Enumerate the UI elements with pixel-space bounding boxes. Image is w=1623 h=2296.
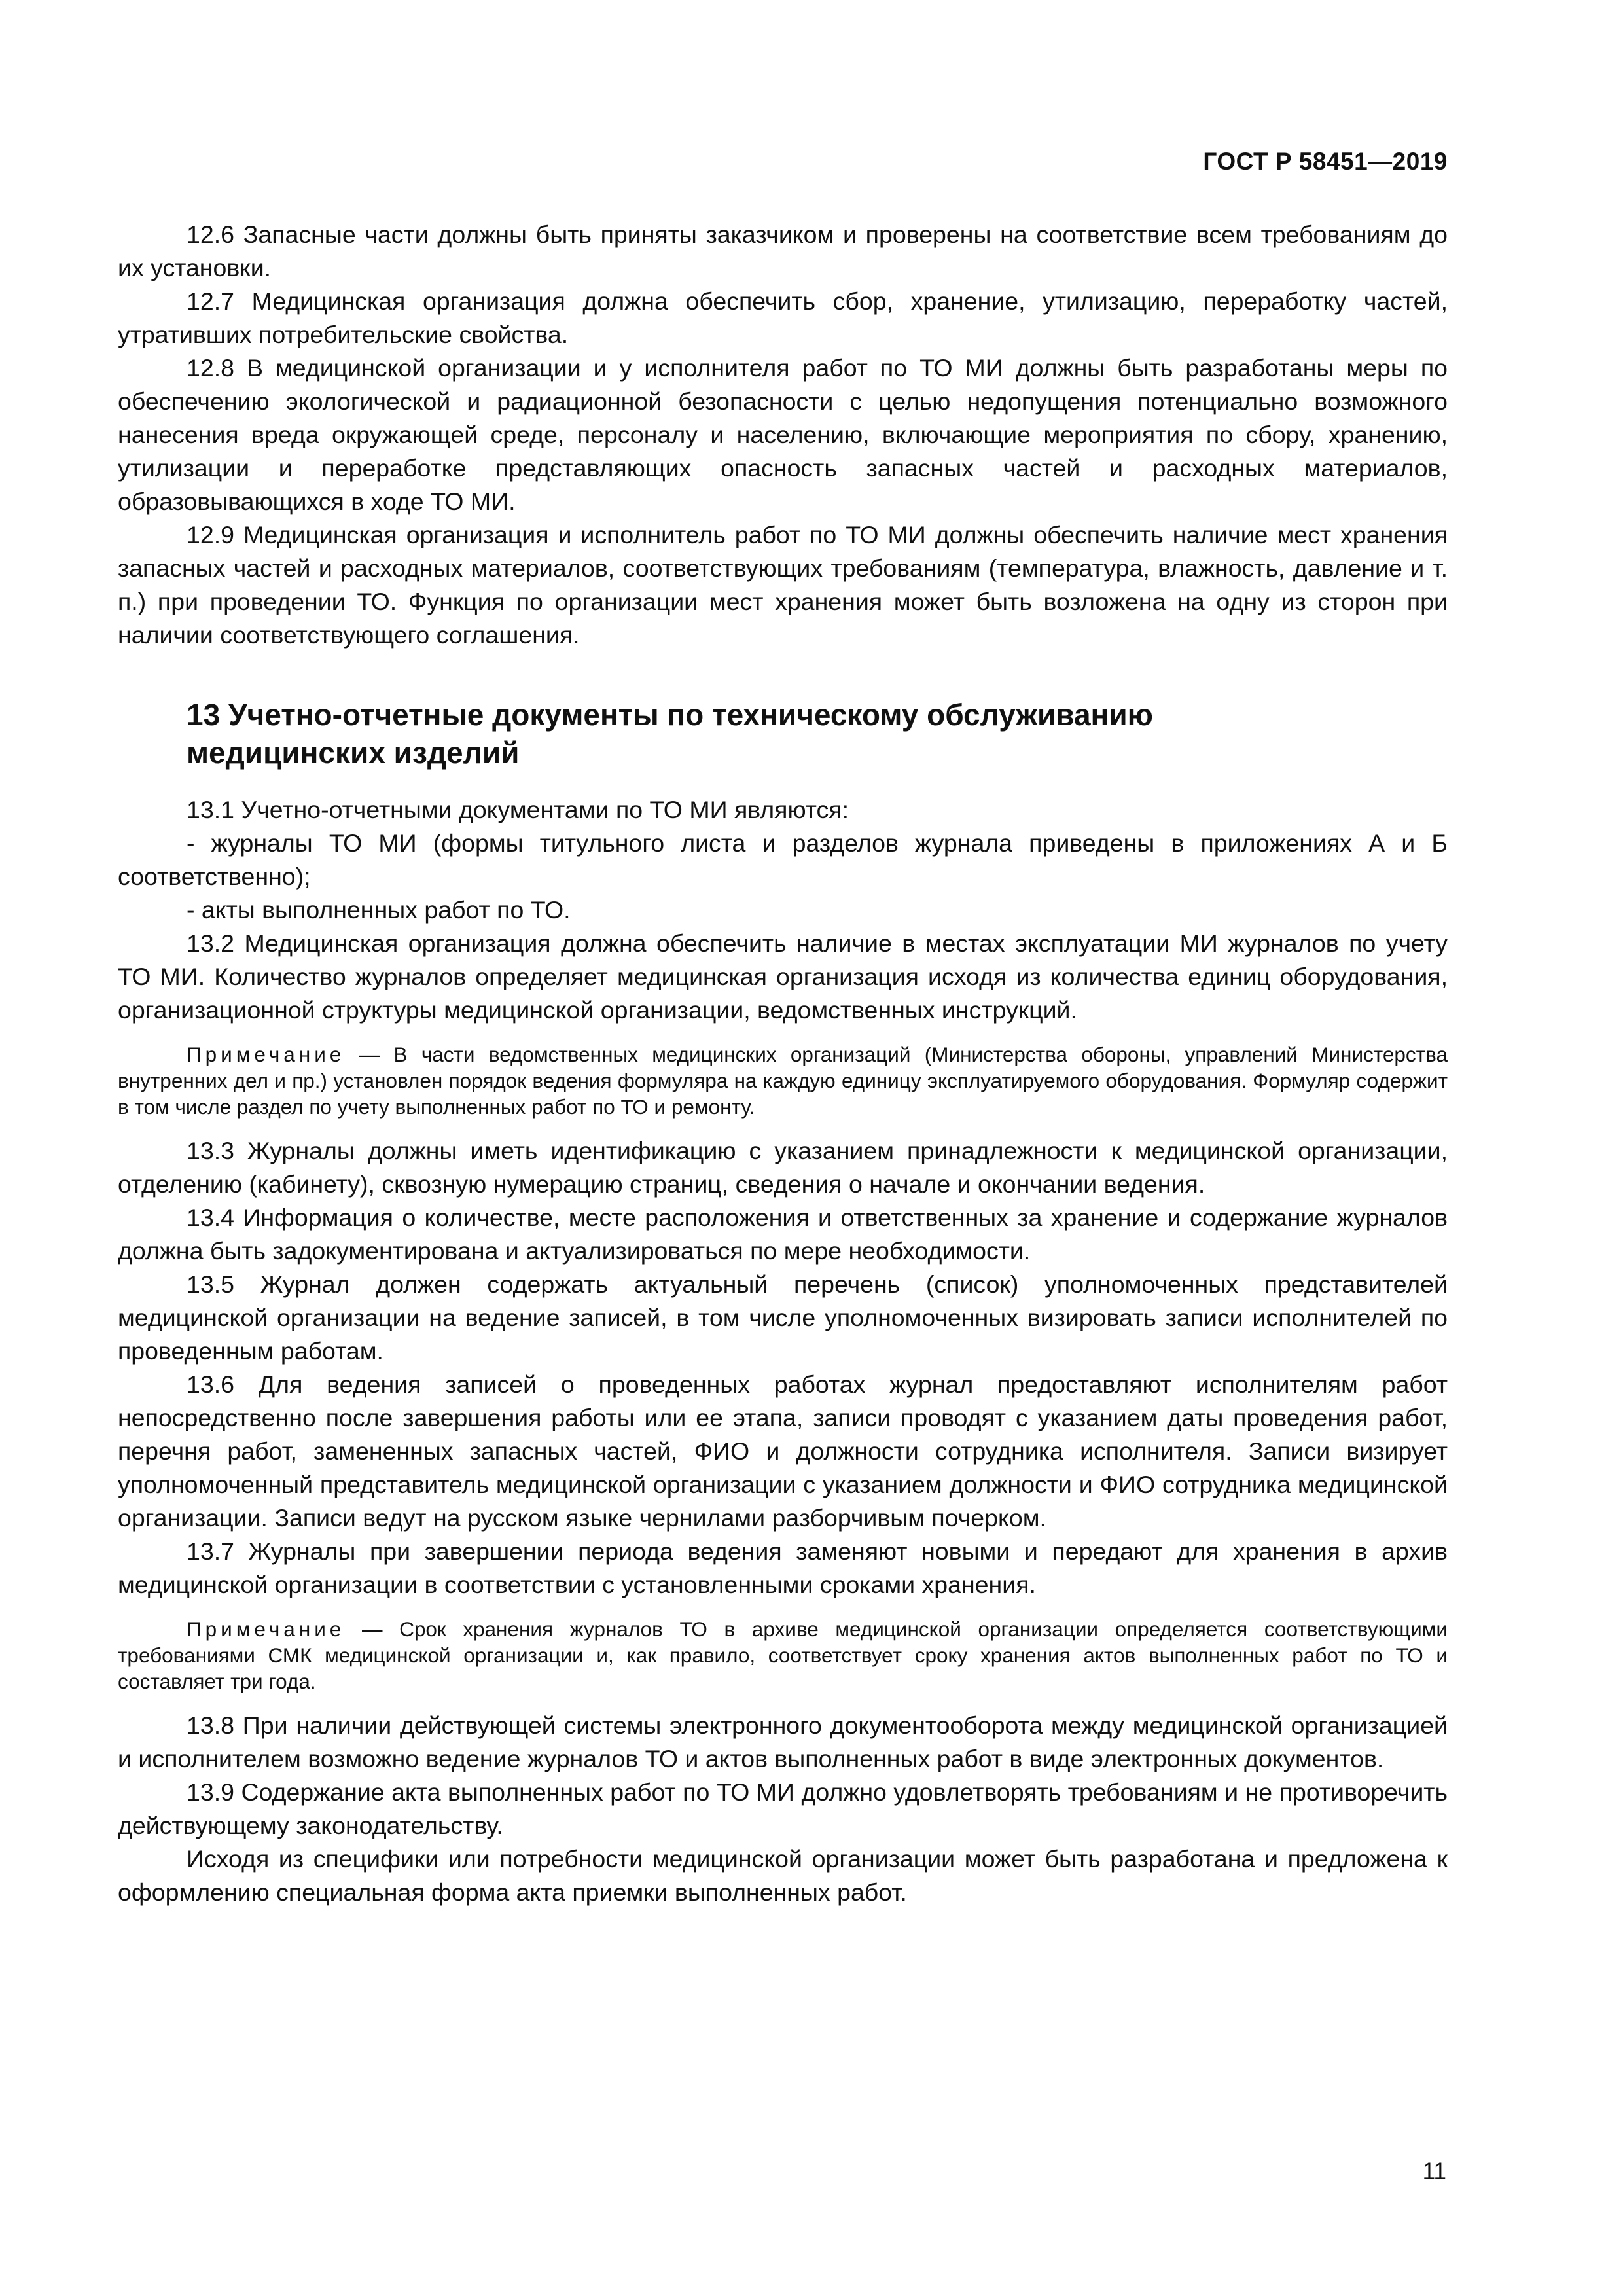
note-2-label: Примечание bbox=[187, 1617, 346, 1641]
paragraph-13-6: 13.6 Для ведения записей о проведенных работах журнал предоставляют исполнителям работ непосредственно после завершения работы или ее этапа, записи проводят с указанием даты проведения работ, перечня работ, замененных запасных частей, ФИО и должности сотрудника исполнителя. Записи визирует уполномоченный представитель медицинской организации с указанием должности и ФИО сотрудника медицинской организации. Записи ведут на русском языке чернилами разборчивым почерком. bbox=[118, 1371, 1448, 1532]
paragraph-12-8: 12.8 В медицинской организации и у исполнителя работ по ТО МИ должны быть разработаны меры по обеспечению экологической и радиационной безопасности с целью недопущения потенциально возможного нанесения вреда окружающей среде, персоналу и населению, включающие мероприятия по сбору, хранению, утилизации и переработке представляющих опасность запасных частей и расходных материалов, образовывающихся в ходе ТО МИ. bbox=[118, 354, 1448, 515]
paragraph-12-6: 12.6 Запасные части должны быть приняты заказчиком и проверены на соответствие всем требованиям до их установки. bbox=[118, 221, 1448, 281]
paragraph-13-3: 13.3 Журналы должны иметь идентификацию с указанием принадлежности к медицинской организации, отделению (кабинету), сквозную нумерацию страниц, сведения о начале и окончании ведения. bbox=[118, 1137, 1448, 1198]
paragraph-13-4: 13.4 Информация о количестве, месте расположения и ответственных за хранение и содержание журналов должна быть задокументирована и актуализироваться по мере необходимости. bbox=[118, 1204, 1448, 1265]
paragraph-12-9: 12.9 Медицинская организация и исполнитель работ по ТО МИ должны обеспечить наличие мест хранения запасных частей и расходных материалов, соответствующих требованиям (температура, влажность, давление и т. п.) при проведении ТО. Функция по организации мест хранения может быть возложена на одну из сторон при наличии соответствующего соглашения. bbox=[118, 521, 1448, 649]
page-content bbox=[118, 218, 1448, 1909]
note-1 bbox=[118, 1041, 1448, 1120]
section-13-heading-line1: 13 Учетно-отчетные документы по техническому обслуживанию bbox=[187, 698, 1153, 732]
paragraph-final: Исходя из специфики или потребности медицинской организации может быть разработана и предложена к оформлению специальная форма акта приемки выполненных работ. bbox=[118, 1845, 1448, 1906]
note-1-text: — В части ведомственных медицинских организаций (Министерства обороны, управлений Министерства внутренних дел и пр.) установлен порядок ведения формуляра на каждую единицу эксплуатируемого оборудования. Формуляр содержит в том числе раздел по учету выполненных работ по ТО и ремонту. bbox=[118, 1043, 1448, 1119]
page-number: 11 bbox=[1422, 2159, 1446, 2184]
section-13-heading-line2: медицинских изделий bbox=[187, 736, 520, 770]
paragraph-13-2: 13.2 Медицинская организация должна обеспечить наличие в местах эксплуатации МИ журналов по учету ТО МИ. Количество журналов определяет медицинская организация исходя из количества единиц оборудования, организационной структуры медицинской организации, ведомственных инструкций. bbox=[118, 929, 1448, 1024]
note-2-text: — Срок хранения журналов ТО в архиве медицинской организации определяется соответствующими требованиями СМК медицинской организации и, как правило, соответствует сроку хранения актов выполненных работ по ТО и составляет три года. bbox=[118, 1617, 1448, 1693]
paragraph-13-5: 13.5 Журнал должен содержать актуальный перечень (список) уполномоченных представителей медицинской организации на ведение записей, в том числе уполномоченных визировать записи исполнителей по проведенным работам. bbox=[118, 1270, 1448, 1365]
paragraph-13-9: 13.9 Содержание акта выполненных работ по ТО МИ должно удовлетворять требованиям и не противоречить действующему законодательству. bbox=[118, 1778, 1448, 1839]
paragraph-13-1: 13.1 Учетно-отчетными документами по ТО МИ являются: bbox=[187, 796, 849, 823]
section-13-heading bbox=[118, 696, 1448, 772]
note-1-label: Примечание bbox=[187, 1043, 346, 1066]
list-item-journals: - журналы ТО МИ (формы титульного листа и разделов журнала приведены в приложениях А и Б соответственно); bbox=[118, 829, 1448, 890]
list-item-acts: - акты выполненных работ по ТО. bbox=[187, 896, 571, 924]
document-code: ГОСТ Р 58451—2019 bbox=[1203, 148, 1448, 175]
note-2 bbox=[118, 1616, 1448, 1695]
paragraph-13-8: 13.8 При наличии действующей системы электронного документооборота между медицинской организацией и исполнителем возможно ведение журналов ТО и актов выполненных работ в виде электронных документов. bbox=[118, 1712, 1448, 1772]
paragraph-12-7: 12.7 Медицинская организация должна обеспечить сбор, хранение, утилизацию, переработку частей, утративших потребительские свойства. bbox=[118, 287, 1448, 348]
paragraph-13-7: 13.7 Журналы при завершении периода ведения заменяют новыми и передают для хранения в архив медицинской организации в соответствии с установленными сроками хранения. bbox=[118, 1537, 1448, 1598]
